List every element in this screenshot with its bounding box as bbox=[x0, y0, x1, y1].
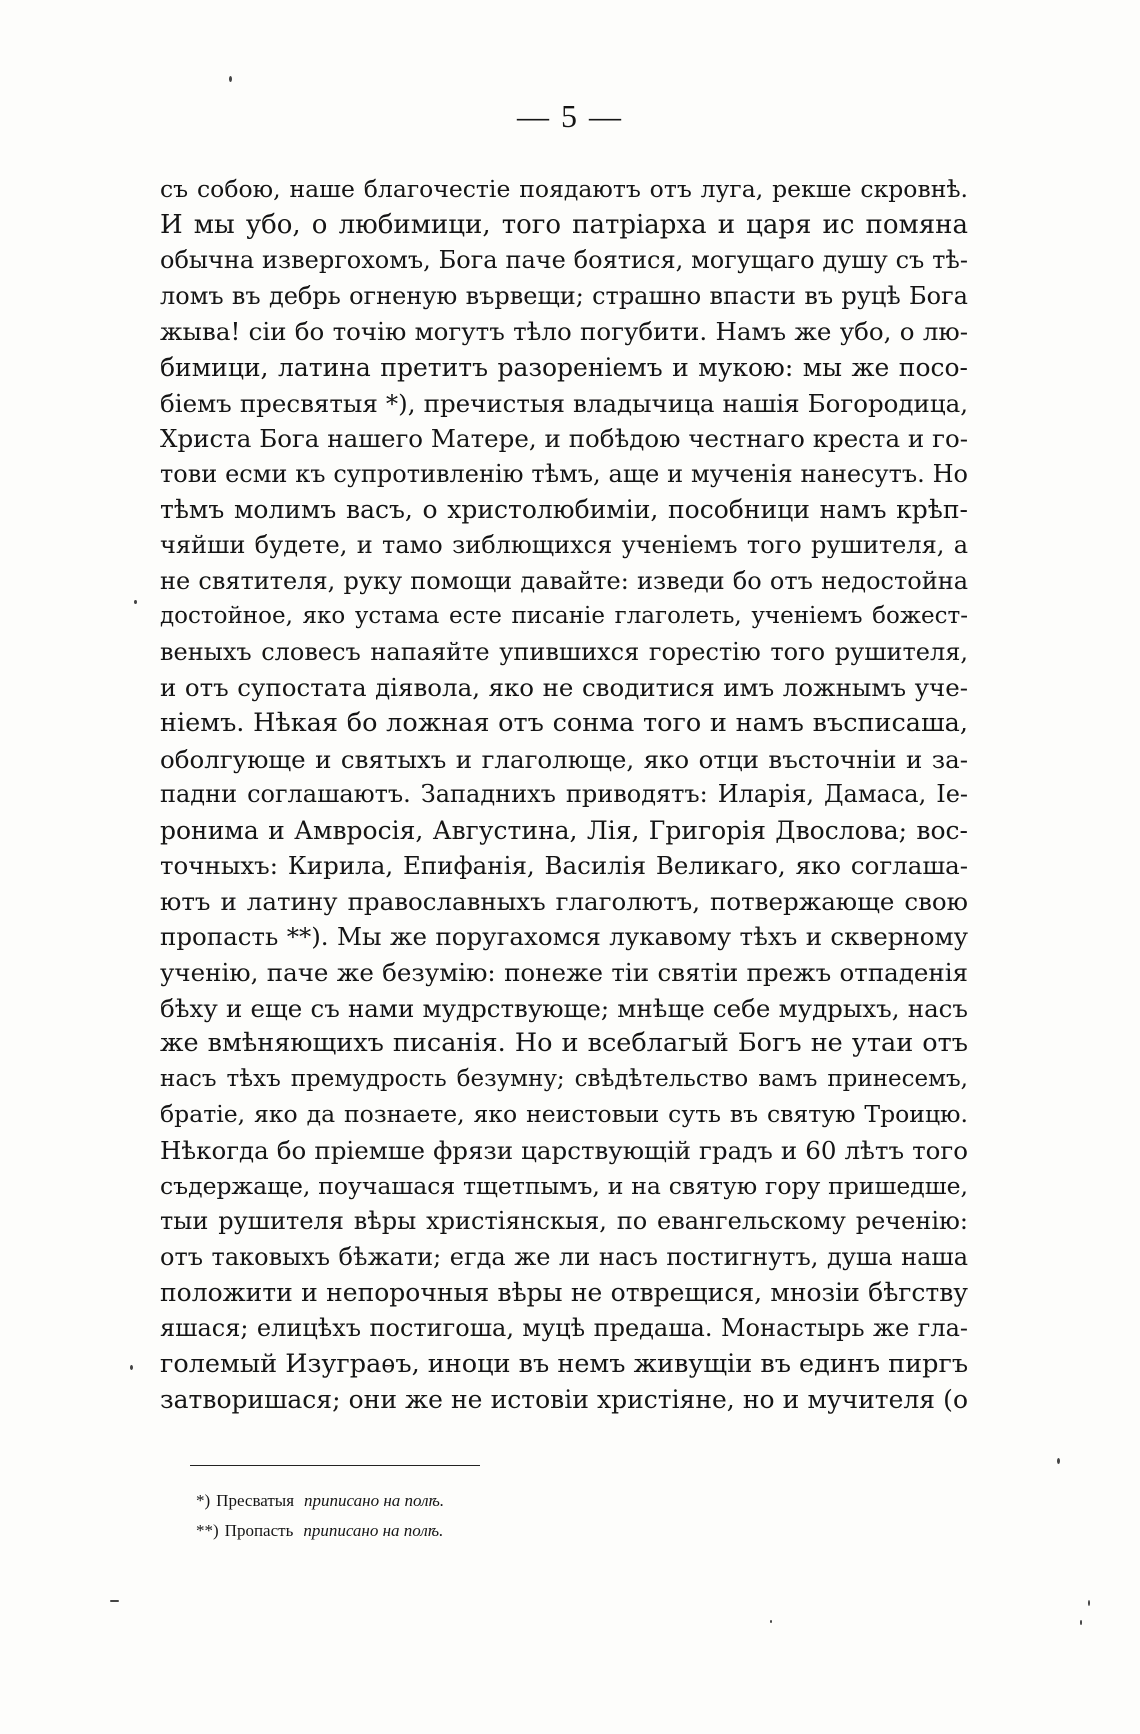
text-line: тови есми къ супротивленію тѣмъ, аще и мученія нанесутъ. Но bbox=[160, 459, 968, 488]
text-line: Христа Бога нашего Матере, и побѣдою честнаго креста и го- bbox=[160, 424, 968, 454]
text-line: тѣмъ молимъ васъ, о христолюбиміи, пособници намъ крѣп- bbox=[160, 495, 968, 525]
scan-speck bbox=[1088, 1600, 1090, 1606]
text-line: яшася; елицѣхъ постигоша, муцѣ предаша. Монастырь же гла- bbox=[160, 1314, 968, 1342]
text-line: оболгующе и святыхъ и глаголюще, яко отци въсточніи и за- bbox=[160, 744, 968, 774]
text-line: и отъ супостата діявола, яко не сводитися имъ ложнымъ уче- bbox=[160, 673, 968, 703]
text-line: біемъ пресвятыя *), пречистыя владычица нашія Богородица, bbox=[160, 388, 968, 418]
text-line: бимици, латина претитъ разореніемъ и мукою: мы же посо- bbox=[160, 352, 968, 382]
text-line: обычна извергохомъ, Бога паче боятися, могущаго душу съ тѣ- bbox=[160, 246, 968, 275]
text-line: отъ таковыхъ бѣжати; егда же ли насъ постигнутъ, душа наша bbox=[160, 1242, 968, 1271]
footnote bbox=[196, 1516, 444, 1546]
text-line: пропасть **). Мы же поругахомся лукавому тѣхъ и скверному bbox=[160, 922, 968, 952]
body-text bbox=[160, 172, 968, 1418]
text-line: ученію, паче же безумію: понеже тіи святіи прежъ отпаденія bbox=[160, 958, 968, 988]
text-line: тыи рушителя вѣры христіянскыя, по евангельскому реченію: bbox=[160, 1207, 968, 1236]
text-line: И мы убо, о любимици, того патріарха и царя ис помяна bbox=[160, 209, 968, 240]
scan-speck bbox=[130, 1365, 133, 1370]
footnote-word: Пропасть bbox=[224, 1521, 294, 1540]
text-line: падни соглашаютъ. Западнихъ приводятъ: Иларія, Дамаса, Іе- bbox=[160, 780, 968, 809]
footnote-note: приписано на полѣ. bbox=[303, 1521, 444, 1540]
scan-speck bbox=[1057, 1458, 1060, 1464]
text-line: чяйши будете, и тамо зиблющихся ученіемъ того рушителя, а bbox=[160, 530, 968, 559]
scan-speck bbox=[770, 1620, 772, 1623]
text-line: ютъ и латину православныхъ глаголютъ, потвержающе свою bbox=[160, 886, 968, 916]
page-number: — 5 — bbox=[517, 98, 623, 134]
text-line: достойное, яко устама есте писаніе глаголеть, ученіемъ божест- bbox=[160, 603, 968, 630]
text-line: веныхъ словесъ напаяйте упившихся горестію того рушителя, bbox=[160, 637, 968, 666]
footnote-marker: **) bbox=[196, 1521, 219, 1540]
text-line: точныхъ: Кирила, Епифанія, Василія Великаго, яко соглаша- bbox=[160, 851, 968, 881]
text-line: съ собою, наше благочестіе поядаютъ отъ луга, рекше скровнѣ. bbox=[160, 175, 968, 203]
scan-speck bbox=[134, 600, 137, 604]
footnote-word: Пресватыя bbox=[216, 1491, 295, 1510]
text-line: не святителя, руку помощи давайте: изведи бо отъ недостойна bbox=[160, 566, 968, 595]
text-line: жыва! сіи бо точію могутъ тѣло погубити. Намъ же убо, о лю- bbox=[160, 317, 968, 347]
text-line: ронима и Амвросія, Августина, Лія, Григорія Двослова; вос- bbox=[160, 815, 968, 845]
text-line: ніемъ. Нѣкая бо ложная отъ сонма того и намъ въсписаша, bbox=[160, 707, 968, 738]
text-line: ломъ въ дебрь огненую вървещи; страшно впасти въ руцѣ Бога bbox=[160, 281, 968, 310]
footnote-divider bbox=[190, 1465, 480, 1466]
text-line: насъ тѣхъ премудрость безумну; свѣдѣтельство вамъ принесемъ, bbox=[160, 1065, 968, 1092]
text-line: положити и непорочныя вѣры не отврещися, мнозіи бѣгству bbox=[160, 1278, 968, 1308]
footnotes bbox=[196, 1486, 444, 1546]
footnote-note: приписано на полѣ. bbox=[304, 1491, 445, 1510]
text-line: затворишася; они же не истовіи христіяне, но и мучителя (о bbox=[160, 1385, 968, 1415]
scan-speck bbox=[110, 1600, 119, 1602]
text-line: бѣху и еще съ нами мудрствующе; мнѣще себе мудрыхъ, насъ bbox=[160, 993, 968, 1023]
text-line: братіе, яко да познаете, яко неистовыи суть въ святую Троицю. bbox=[160, 1100, 968, 1129]
scan-speck bbox=[229, 76, 232, 82]
text-line: Нѣкогда бо пріемше фрязи царствующій градъ и 60 лѣтъ того bbox=[160, 1136, 968, 1166]
footnote-marker: *) bbox=[196, 1491, 211, 1510]
scan-speck bbox=[1080, 1620, 1082, 1625]
footnote bbox=[196, 1486, 444, 1516]
text-line: же вмѣняющихъ писанія. Но и всеблагый Богъ не утаи отъ bbox=[160, 1028, 968, 1059]
text-line: големый Изуграѳъ, иноци въ немъ живущіи въ единъ пиргъ bbox=[160, 1348, 968, 1379]
text-line: съдержаще, поучашася тщетпымъ, и на святую гору пришедше, bbox=[160, 1171, 968, 1200]
